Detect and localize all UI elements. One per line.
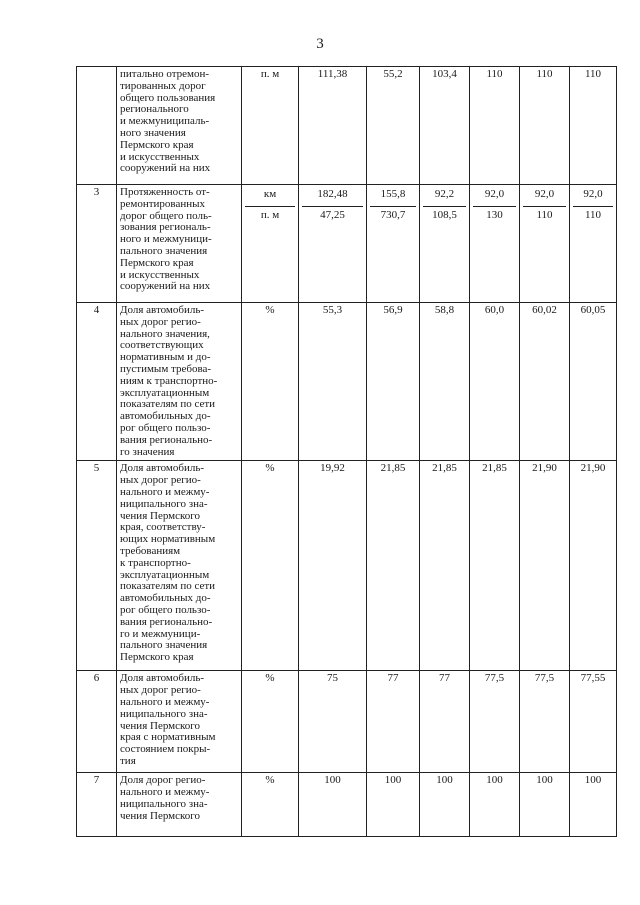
value: 110 [536,209,553,221]
value-cell [570,185,617,303]
value-cell [570,461,617,671]
value-cell [470,67,520,185]
value-cell [420,671,470,773]
value: 110 [486,68,503,80]
unit-cell [242,461,299,671]
value: 100 [486,774,503,787]
value-cell [367,185,420,303]
value-cell [420,67,470,185]
value-cell [570,773,617,837]
value-cell [570,303,617,461]
unit-label: % [265,672,275,685]
value: 21,85 [432,462,457,475]
unit-cell [242,303,299,461]
value-cell [520,303,570,461]
value: 110 [536,68,553,80]
value: 60,05 [580,304,606,316]
indicator-name: Доля дорог регио- нального и межму- ниципального зна- чения Пермского [117,773,242,837]
value: 77 [387,672,399,685]
value: 77,5 [484,672,505,685]
value: 100 [324,774,341,787]
value: 100 [436,774,453,787]
value: 77 [439,672,450,685]
value-cell [299,773,367,837]
value-cell [470,671,520,773]
indicator-name: Доля автомобиль- ных дорог регио- нального значения, соответствующих нормативным и до- пустимым требова- ниям к транспортно- эксплуатационным показателям по сети автомобильных до- рог общего пользо- вания регионально- го значения [117,303,242,461]
value: 19,92 [320,462,345,475]
value-cell [420,185,470,303]
unit-label: % [265,462,275,475]
value: 730,7 [380,209,406,221]
value: 60,02 [532,304,557,316]
value-cell [367,773,420,837]
table-row [77,461,617,671]
value-cell [470,461,520,671]
row-number: 6 [77,671,117,773]
value-cell [299,671,367,773]
indicator-name: Доля автомобиль- ных дорог регио- нального и межму- ниципального зна- чения Пермского края с нормативным состоянием покры- тия [117,671,242,773]
row-number: 3 [77,185,117,303]
unit-label: п. м [260,209,280,221]
value-cell [520,67,570,185]
value-cell [367,671,420,773]
value-cell [299,303,367,461]
unit-cell [242,185,299,303]
row-number: 7 [77,773,117,837]
indicator-name: Протяженность от- ремонтированных дорог общего поль- зования региональ- ного и межмуници- пального значения Пермского края и искусственных сооружений на них [117,185,242,303]
value: 55,2 [383,68,403,80]
value-cell [367,461,420,671]
value: 21,85 [482,462,507,475]
row-number: 5 [77,461,117,671]
row-number [77,67,117,185]
value-cell [570,671,617,773]
value-cell [367,303,420,461]
value: 92,0 [523,187,566,207]
value: 110 [584,209,602,221]
value-cell [367,67,420,185]
value-cell [470,303,520,461]
table-row [77,773,617,837]
value: 110 [584,68,602,80]
unit-cell [242,671,299,773]
value: 100 [384,774,402,787]
value-cell [299,67,367,185]
value: 75 [327,672,338,685]
value: 47,25 [320,209,345,221]
value-cell [470,773,520,837]
indicator-name: питально отремон- тированных дорог общего пользования регионального и межмуниципаль- ного значения Пермского края и искусственных сооружений на них [117,67,242,185]
value-cell [520,461,570,671]
value: 92,0 [473,187,516,207]
value: 21,90 [580,462,606,475]
value-cell [570,67,617,185]
unit-label: п. м [260,68,280,80]
value: 92,2 [423,187,466,207]
unit-label: % [265,774,275,787]
value: 111,38 [317,68,348,80]
table-row [77,303,617,461]
value: 21,85 [380,462,406,475]
indicators-table [76,66,617,837]
unit-cell [242,67,299,185]
value-cell [470,185,520,303]
value-cell [299,461,367,671]
value-cell [520,671,570,773]
value: 155,8 [370,187,416,207]
value-cell [299,185,367,303]
value-cell [420,303,470,461]
unit-label: км [245,187,295,207]
table-row [77,185,617,303]
value-cell [420,773,470,837]
unit-cell [242,773,299,837]
value-cell [520,773,570,837]
value: 108,5 [432,209,457,221]
value: 103,4 [432,68,457,80]
row-number: 4 [77,303,117,461]
indicator-name: Доля автомобиль- ных дорог регио- нального и межму- ниципального зна- чения Пермского края, соответству- ющих нормативным требованиям к транспортно- эксплуатационным показателям по сети автомобильных до- рог общего пользо- вания регионально- го и межмуници- пального значения Пермского края [117,461,242,671]
value: 21,90 [532,462,557,475]
unit-label: % [265,304,275,316]
value: 60,0 [484,304,505,316]
table-row [77,671,617,773]
value: 77,5 [534,672,555,685]
value-cell [420,461,470,671]
value: 56,9 [383,304,403,316]
table-row [77,67,617,185]
value: 100 [584,774,602,787]
value: 92,0 [573,187,613,207]
value: 55,3 [322,304,343,316]
value-cell [520,185,570,303]
value: 58,8 [434,304,455,316]
value: 130 [486,209,503,221]
value: 100 [536,774,553,787]
value: 77,55 [580,672,606,685]
value: 182,48 [302,187,363,207]
page-number: 3 [316,36,324,52]
